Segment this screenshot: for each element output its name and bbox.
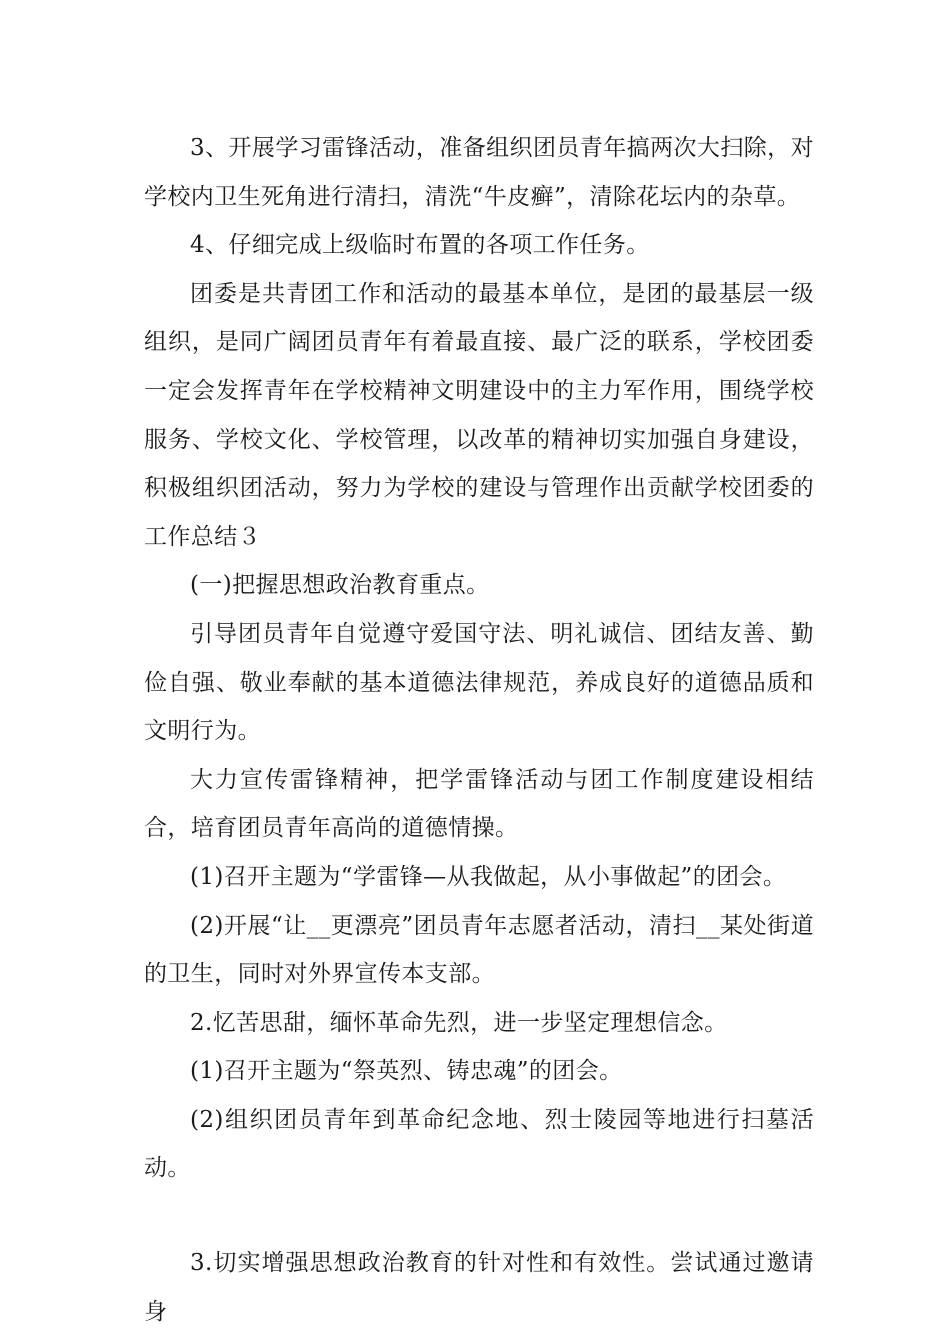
paragraph-section-heading: (一)把握思想政治教育重点。 bbox=[190, 572, 490, 599]
paragraph-gap bbox=[144, 1193, 814, 1239]
paragraph-cleanup-activity: 3、开展学习雷锋活动，准备组织团员青年搞两次大扫除，对学校内卫生死角进行清扫，清洗“牛皮癣”，清除花坛内的杂草。 bbox=[144, 135, 814, 210]
paragraph-moral-guidance: 引导团员青年自觉遵守爱国守法、明礼诚信、团结友善、勤俭自强、敬业奉献的基本道德法律规范，养成良好的道德品质和文明行为。 bbox=[144, 620, 814, 745]
paragraph-item-2-tomb-sweeping: (2)组织团员青年到革命纪念地、烈士陵园等地进行扫墓活动。 bbox=[144, 1106, 814, 1182]
paragraph-item-1-meeting: (1)召开主题为“学雷锋—从我做起，从小事做起”的团会。 bbox=[190, 863, 787, 890]
paragraph-section-2: 2.忆苦思甜，缅怀革命先烈，进一步坚定理想信念。 bbox=[190, 1009, 728, 1036]
paragraph-league-committee: 团委是共青团工作和活动的最基本单位，是团的最基层一级组织，是同广阔团员青年有着最直接、最广泛的联系，学校团委一定会发挥青年在学校精神文明建设中的主力军作用，围绕学校服务、学校文化、学校管理，以改革的精神切实加强自身建设，积极组织团活动，努力为学校的建设与管理作出贡献学校团委的工作总结３ bbox=[144, 280, 814, 550]
paragraph-item-1-martyrs-meeting: (1)召开主题为“祭英烈、铸忠魂”的团会。 bbox=[190, 1058, 623, 1085]
paragraph-section-3: 3.切实增强思想政治教育的针对性和有效性。尝试通过邀请身 bbox=[144, 1250, 814, 1325]
paragraph-item-2-volunteer: (2)开展“让__更漂亮”团员青年志愿者活动，清扫__某处街道的卫生，同时对外界宣传本支部。 bbox=[144, 912, 814, 988]
paragraph-temporary-tasks: 4、仔细完成上级临时布置的各项工作任务。 bbox=[190, 232, 650, 259]
paragraph-lei-feng-spirit: 大力宣传雷锋精神，把学雷锋活动与团工作制度建设相结合，培育团员青年高尚的道德情操。 bbox=[144, 766, 814, 842]
document-body bbox=[144, 124, 814, 1336]
